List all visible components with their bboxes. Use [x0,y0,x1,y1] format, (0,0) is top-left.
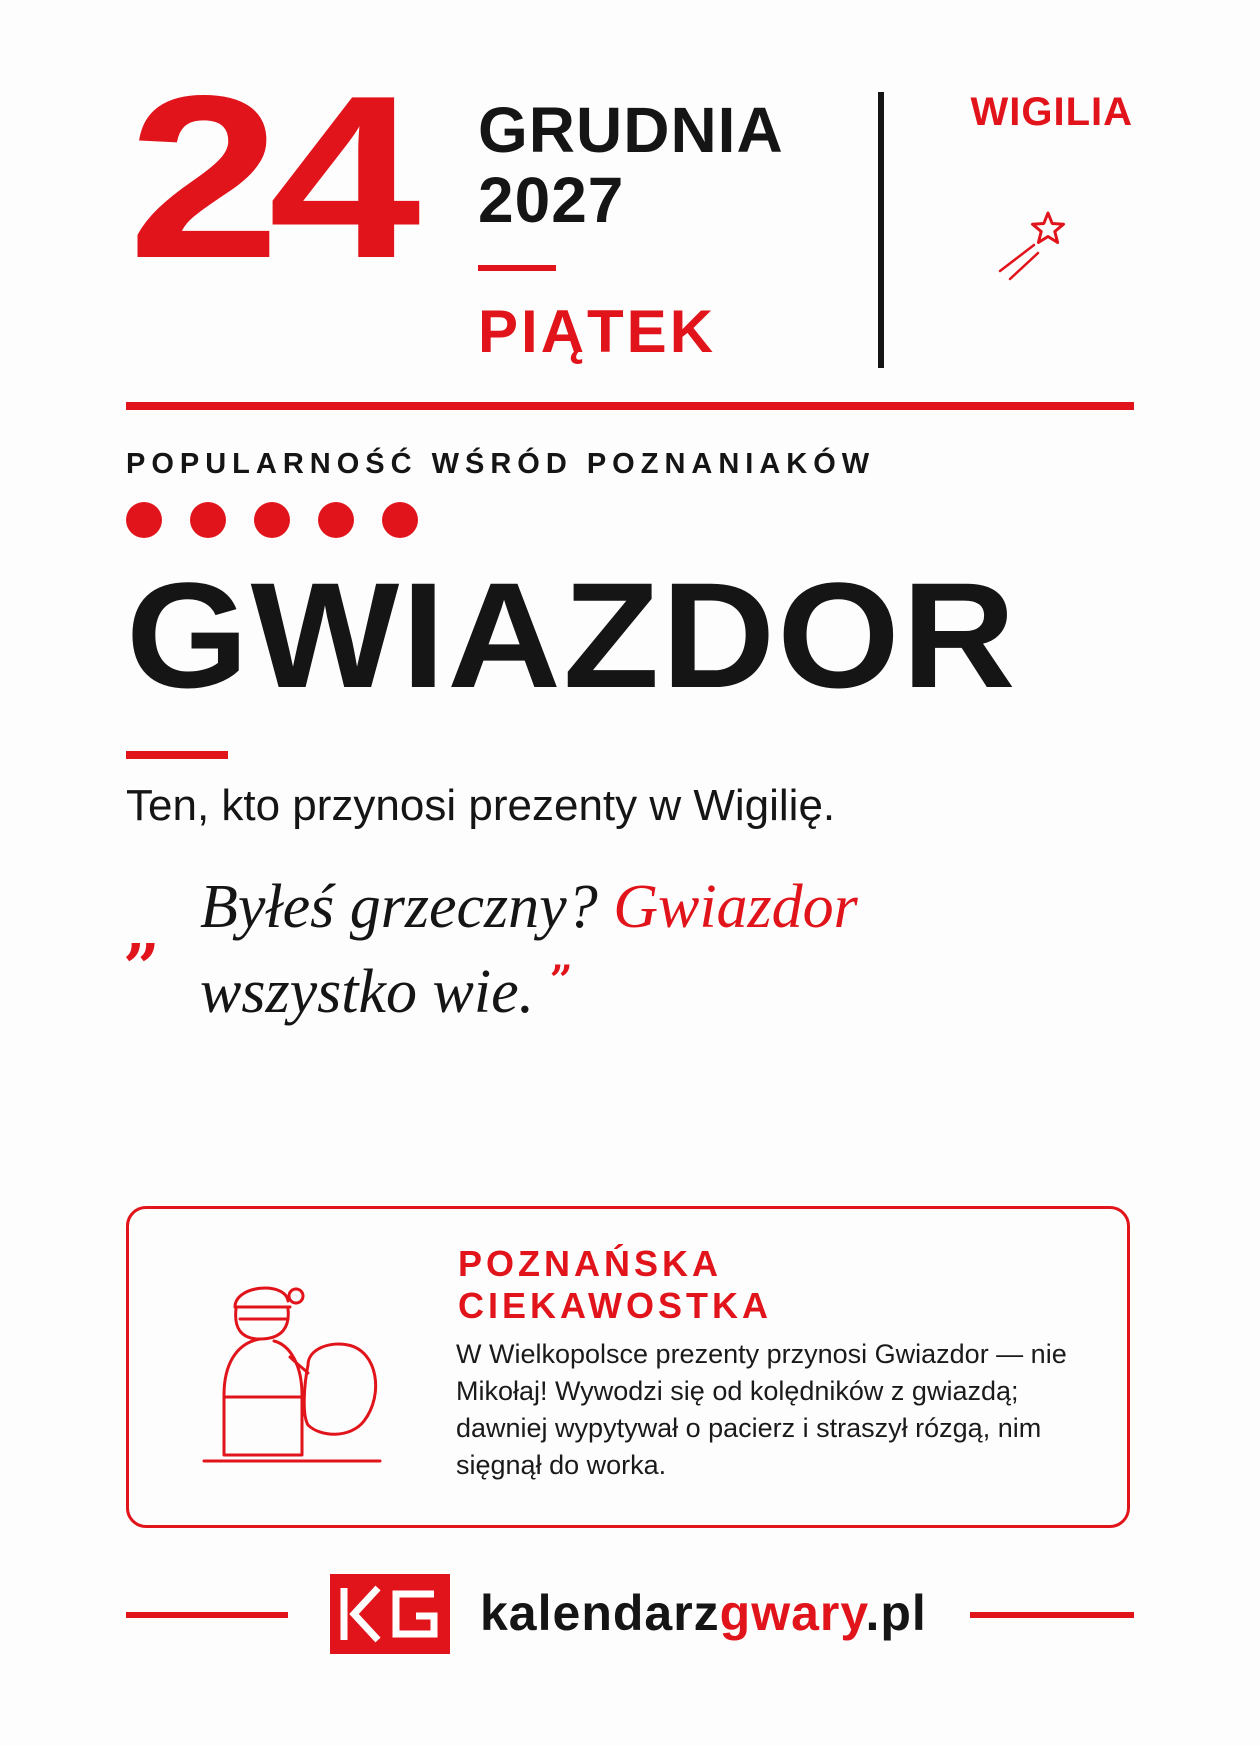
weekday-divider [478,265,556,271]
website-link[interactable] [480,1585,927,1641]
site-part-3: .pl [865,1585,927,1641]
rating-dot [254,502,290,538]
fact-title-line2: CIEKAWOSTKA [458,1285,772,1326]
weekday-label: PIĄTEK [478,298,717,365]
rating-dot [382,502,418,538]
rating-dot [126,502,162,538]
kg-logo-icon [330,1574,450,1654]
quote-text-2: wszystko wie. [200,958,535,1026]
fact-text: W Wielkopolsce prezenty przynosi Gwiazdor — nie Mikołaj! Wywodzi się od kolędników z gwiazdą; dawniej wypytywał o pacierz i straszył rózgą, nim sięgnął do worka. [456,1339,1067,1480]
popularity-label: POPULARNOŚĆ WŚRÓD POZNANIAKÓW [126,448,876,480]
quote-text-1: Byłeś grzeczny? [200,873,614,941]
year-label: 2027 [478,164,625,236]
day-number: 24 [128,48,409,307]
example-quote [200,870,960,1029]
rating-dot [318,502,354,538]
month-label: GRUDNIA [478,94,784,166]
header-rule [126,402,1134,410]
quote-highlight: Gwiazdor [613,873,858,941]
header-separator [878,92,884,368]
holiday-label: WIGILIA [970,90,1133,134]
fact-title-line1: POZNAŃSKA [458,1243,723,1284]
gwiazdor-with-sack-icon [190,1265,400,1465]
footer-rule-right [970,1612,1134,1618]
quote-open-mark: „ [124,894,161,969]
fact-title [458,1243,1018,1327]
definition-text: Ten, kto przynosi prezenty w Wigilię. [126,781,836,830]
shooting-star-icon [990,205,1072,287]
popularity-rating [126,502,418,538]
footer-rule-left [126,1612,288,1618]
site-part-2: gwary [719,1585,866,1641]
rating-dot [190,502,226,538]
quote-close-mark: ” [549,957,573,1004]
definition-divider [126,751,228,759]
site-part-1: kalendarz [480,1585,720,1641]
headword: GWIAZDOR [126,551,1018,719]
